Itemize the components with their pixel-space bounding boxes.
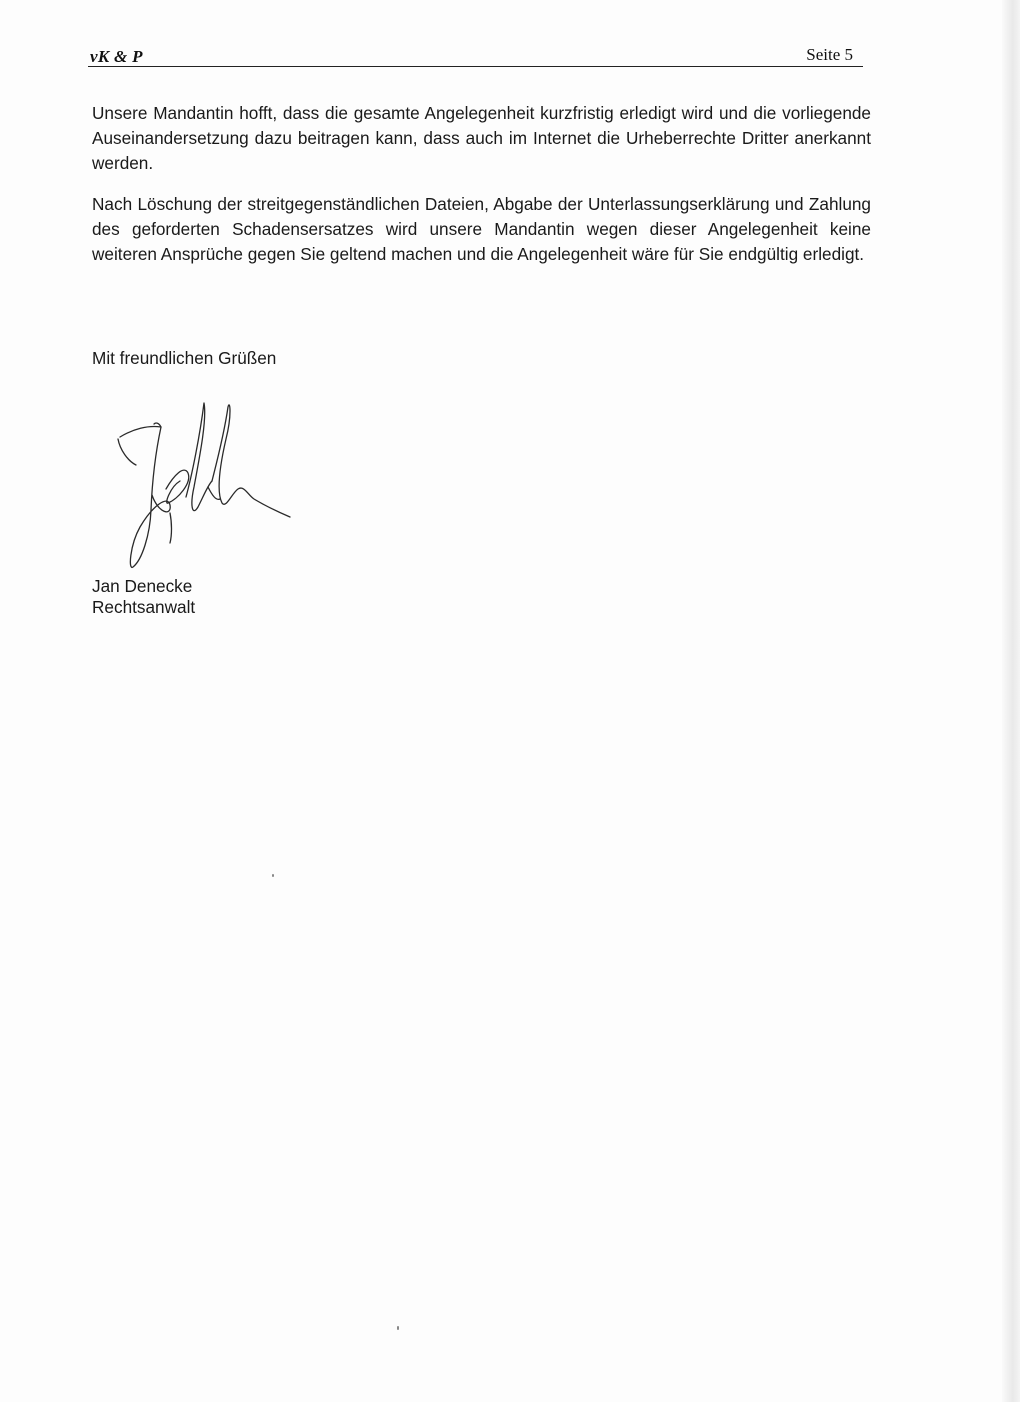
signer-name: Jan Denecke xyxy=(92,576,193,596)
scan-speck xyxy=(397,1326,399,1330)
firm-name: vK & P xyxy=(90,47,143,66)
closing-salutation: Mit freundlichen Grüßen xyxy=(92,348,277,368)
scan-edge-shadow xyxy=(1002,0,1020,1402)
signature-image xyxy=(108,395,298,575)
page-number: Seite 5 xyxy=(806,45,853,64)
paragraph-1: Unsere Mandantin hofft, dass die gesamte Angelegenheit kurzfristig erledigt wird und die vorliegende Auseinandersetzung dazu beitragen kann, dass auch im Internet die Urheberrechte Dritter anerkannt werden. xyxy=(92,103,871,173)
scan-speck xyxy=(272,874,274,877)
signer-block xyxy=(92,576,195,618)
paragraph-2: Nach Löschung der streitgegenständlichen Dateien, Abgabe der Unterlassungserklärung und Zahlung des geforderten Schadensersatzes wird unsere Mandantin wegen dieser Angelegenheit keine weiteren Ansprüche gegen Sie geltend machen und die Angelegenheit wäre für Sie endgültig erledigt. xyxy=(92,194,871,264)
page-header xyxy=(88,44,863,67)
signer-title: Rechtsanwalt xyxy=(92,597,196,617)
